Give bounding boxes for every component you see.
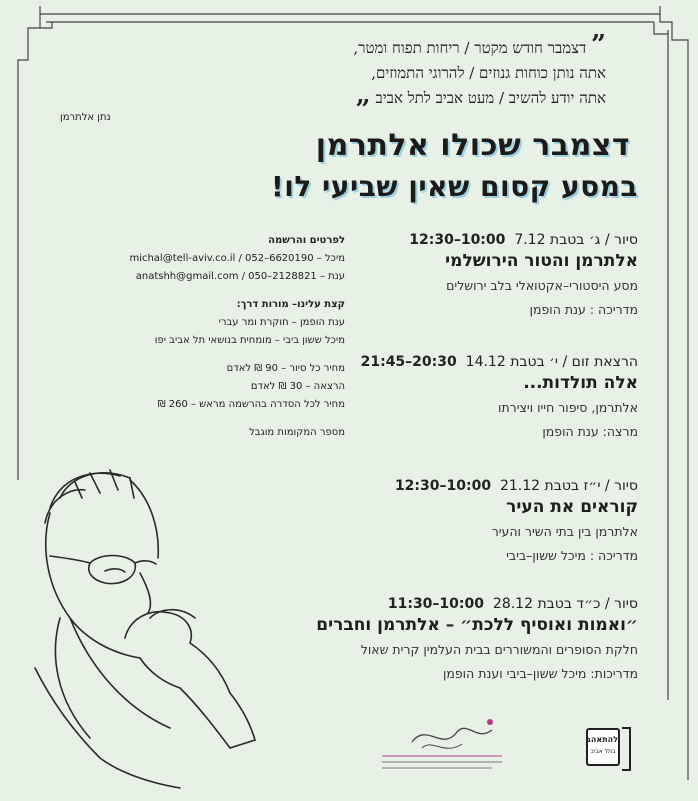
poet-name: נתן אלתרמן bbox=[60, 112, 111, 123]
event-2 bbox=[298, 354, 638, 439]
signature-logo-icon bbox=[372, 712, 512, 772]
poem-line-3: אתה יודע להשיב / מעט אביב לתל אביב „ bbox=[355, 80, 606, 110]
event-1-guide: מדריכה : ענת הופמן bbox=[529, 302, 638, 317]
price-tour: מחיר כל סיור – 90 ₪ לאדם bbox=[226, 363, 345, 374]
alterman-sketch bbox=[30, 468, 280, 798]
lehitahev-logo: להתאהב בתל אביב bbox=[586, 728, 620, 766]
about-anat: ענת הופמן – חוקרת ומר עברי bbox=[218, 317, 345, 328]
event-3-header: סיור / י״ז בטבת 21.12 12:30–10:00 bbox=[394, 478, 638, 494]
event-1-header: סיור / ג׳ בטבת 7.12 12:30–10:00 bbox=[409, 232, 638, 248]
event-4 bbox=[218, 596, 638, 681]
anat-contact-link[interactable]: anatshh@gmail.com / 050–2128821 bbox=[135, 271, 317, 282]
about-heading: קצת עלינו– מורות דרך: bbox=[236, 299, 345, 310]
event-2-header: הרצאת זום / י׳ בטבת 14.12 21:45–20:30 bbox=[360, 354, 638, 370]
event-2-desc: אלתרמן, סיפור חייו ויצירתו bbox=[498, 400, 638, 415]
event-3-title: קוראים את העיר bbox=[506, 497, 638, 517]
details-heading: לפרטים והרשמה bbox=[268, 235, 345, 246]
contact-anat: ענת – anatshh@gmail.com / 050–2128821 bbox=[135, 271, 345, 282]
contact-michal: מיכל – michal@tell-aviv.co.il / 052–6620190 bbox=[129, 253, 345, 264]
event-1 bbox=[298, 232, 638, 317]
poem-block bbox=[86, 30, 606, 111]
event-4-header: סיור / כ״ד בטבת 28.12 11:30–10:00 bbox=[387, 596, 638, 612]
sub-title: במסע קסום שאין שביעי לו! bbox=[270, 170, 638, 203]
about-michal: מיכל ששון ביבי – מומחית בנושאי תל אביב יפו bbox=[154, 335, 345, 346]
event-3-desc: אלתרמן בין בתי השיר והעיר bbox=[491, 524, 638, 539]
event-3 bbox=[298, 478, 638, 563]
event-4-guide: מדריכות: מיכל ששון–ביבי וענת הופמן bbox=[442, 666, 638, 681]
open-quote: ” bbox=[591, 30, 606, 60]
poem-line-2: אתה נותן כוחות גנוזים / להרוגי התמוזים, bbox=[371, 64, 606, 82]
event-4-title: ״ואמות ואוסיף ללכת״ – אלתרמן וחברים bbox=[316, 615, 638, 635]
main-title: דצמבר שכולו אלתרמן bbox=[315, 128, 630, 163]
limited-spots: מספר המקומות מוגבל bbox=[249, 427, 345, 438]
price-lecture: הרצאה – 30 ₪ לאדם bbox=[250, 381, 345, 392]
event-1-desc: מסע היסטורי–אקטואלי בלב ירושלים bbox=[446, 278, 638, 293]
info-sidebar bbox=[45, 232, 345, 442]
event-2-title: אלה תולדות... bbox=[523, 373, 638, 393]
price-series: מחיר לכל הסדרה בהרשמה מראש – 260 ₪ bbox=[157, 399, 345, 410]
event-3-guide: מדריכה : מיכל ששון–ביבי bbox=[506, 548, 638, 563]
event-4-desc: חלקת הסופרים והמשוררים בבית העלמין קרית שאול bbox=[360, 642, 638, 657]
poem-line-1: ” דצמבר חודש מקטר / ריחות תפוח ומטר, bbox=[353, 30, 606, 60]
michal-contact-link[interactable]: michal@tell-aviv.co.il / 052–6620190 bbox=[129, 253, 314, 264]
event-1-title: אלתרמן והטור הירושלמי bbox=[445, 251, 638, 271]
close-quote: „ bbox=[355, 80, 371, 110]
event-2-guide: מרצה: ענת הופמן bbox=[542, 424, 638, 439]
logo-bracket-icon bbox=[620, 726, 632, 772]
sponsor-logo bbox=[372, 712, 512, 772]
